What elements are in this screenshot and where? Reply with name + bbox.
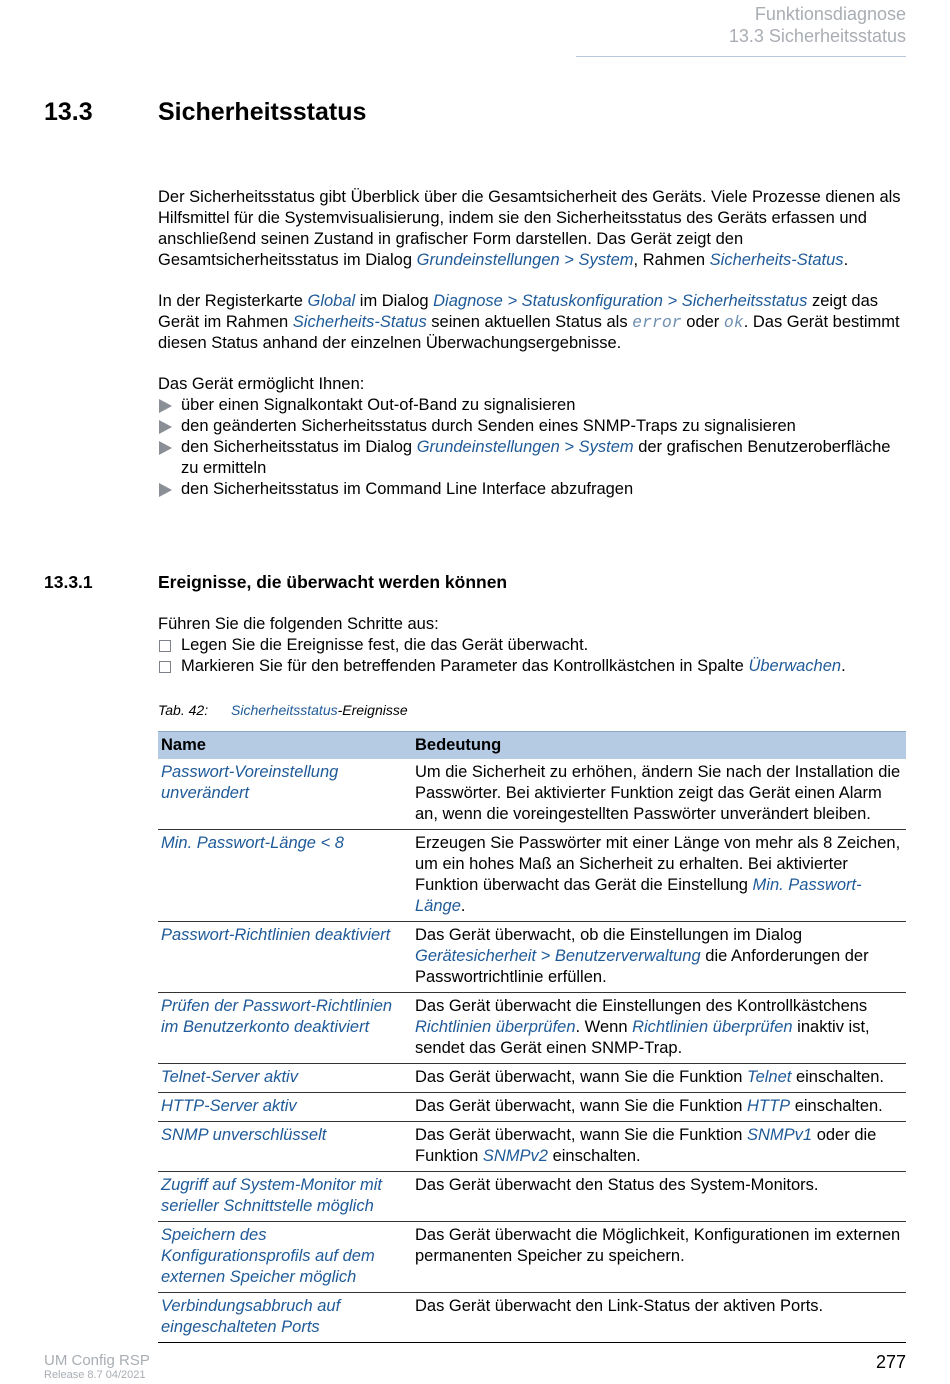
event-meaning: Das Gerät überwacht den Status des System-Monitors. <box>412 1172 906 1222</box>
table-caption: Tab. 42: Sicherheitsstatus-Ereignisse <box>158 702 408 718</box>
ui-ref: Richtlinien überprüfen <box>632 1018 793 1036</box>
steps-lead: Führen Sie die folgenden Schritte aus: <box>158 615 439 633</box>
capabilities-lead: Das Gerät ermöglicht Ihnen: <box>158 375 365 393</box>
event-name: Telnet-Server aktiv <box>158 1064 412 1093</box>
intro-paragraph-1: Der Sicherheitsstatus gibt Überblick über die Gesamtsicherheit des Geräts. Viele Prozesse dienen als Hilfsmittel für die Systemvisualisierung, indem sie den Sicherheitsstatus des Geräts erfassen und anschließend seinen Zustand in grafischer Form darstellen. Das Gerät zeigt den Gesamtsicherheitsstatus im Dialog Grundeinstellungen > System, Rahmen Sicherheits-Status. <box>158 188 901 269</box>
event-name: Verbindungsabbruch auf eingeschalteten Ports <box>158 1293 412 1343</box>
table-row <box>158 993 906 1064</box>
event-name: SNMP unverschlüsselt <box>158 1122 412 1172</box>
events-table <box>158 731 906 1343</box>
event-meaning: Das Gerät überwacht, wann Sie die Funktion SNMPv1 oder die Funktion SNMPv2 einschalten. <box>412 1122 906 1172</box>
footer-release: Release 8.7 04/2021 <box>44 1369 146 1381</box>
ui-ref: Grundeinstellungen > System <box>416 251 634 269</box>
table-row <box>158 759 906 830</box>
ui-ref: Min. Passwort-Länge <box>415 876 862 915</box>
list-item: den geänderten Sicherheitsstatus durch Senden eines SNMP-Traps zu signalisieren <box>158 416 906 437</box>
event-name: Speichern des Konfigurationsprofils auf dem externen Speicher möglich <box>158 1222 412 1293</box>
list-item: Legen Sie die Ereignisse fest, die das Gerät überwacht. <box>158 635 906 656</box>
section-title: Sicherheitsstatus <box>158 98 367 126</box>
list-item: über einen Signalkontakt Out-of-Band zu signalisieren <box>158 395 906 416</box>
column-header-meaning: Bedeutung <box>412 732 906 760</box>
steps-list <box>158 635 906 677</box>
event-name: HTTP-Server aktiv <box>158 1093 412 1122</box>
header-section: 13.3 Sicherheitsstatus <box>728 26 906 46</box>
list-item: den Sicherheitsstatus im Command Line Interface abzufragen <box>158 479 906 500</box>
ui-ref: Telnet <box>747 1068 792 1086</box>
triangle-bullet-icon <box>159 483 172 497</box>
event-name: Passwort-Richtlinien deaktiviert <box>158 922 412 993</box>
footer-doc-info <box>44 1352 150 1382</box>
event-meaning: Das Gerät überwacht, ob die Einstellungen im Dialog Gerätesicherheit > Benutzerverwaltung die Anforderungen der Passwortrichtlinie erfüllen. <box>412 922 906 993</box>
intro-paragraph-2: In der Registerkarte Global im Dialog Diagnose > Statuskonfiguration > Sicherheitsstatus zeigt das Gerät im Rahmen Sicherheits-Status seinen aktuellen Status als error oder ok. Das Gerät bestimmt diesen Status anhand der einzelnen Überwachungsergebnisse. <box>158 292 900 352</box>
event-meaning: Erzeugen Sie Passwörter mit einer Länge von mehr als 8 Zeichen, um ein hohes Maß an Sicherheit zu erhalten. Bei aktivierter Funktion überwacht das Gerät die Einstellung Min. Passwort-Länge. <box>412 830 906 922</box>
header-chapter: Funktionsdiagnose <box>754 4 906 24</box>
header-rule <box>576 56 906 57</box>
section-number: 13.3 <box>44 98 93 126</box>
intro-block <box>158 187 906 271</box>
ui-ref: Grundeinstellungen > System <box>416 438 634 456</box>
table-row <box>158 1064 906 1093</box>
triangle-bullet-icon <box>159 399 172 413</box>
table-header-row <box>158 732 906 760</box>
capabilities-block <box>158 374 906 500</box>
event-meaning: Das Gerät überwacht die Einstellungen des Kontrollkästchens Richtlinien überprüfen. Wenn Richtlinien überprüfen inaktiv ist, sendet das Gerät einen SNMP-Trap. <box>412 993 906 1064</box>
table-row <box>158 1172 906 1222</box>
list-item: den Sicherheitsstatus im Dialog Grundeinstellungen > System der grafischen Benutzeroberfläche zu ermitteln <box>158 437 906 479</box>
page-number: 277 <box>875 1352 906 1372</box>
table-row <box>158 1293 906 1343</box>
footer-doc-title: UM Config RSP <box>44 1352 150 1369</box>
event-name: Prüfen der Passwort-Richtlinien im Benutzerkonto deaktiviert <box>158 993 412 1064</box>
code-value: ok <box>723 313 744 332</box>
ui-ref: SNMPv1 <box>747 1126 813 1144</box>
ui-ref: Sicherheits-Status <box>709 251 844 269</box>
triangle-bullet-icon <box>159 420 172 434</box>
column-header-name: Name <box>158 732 412 760</box>
ui-ref: Gerätesicherheit > Benutzerverwaltung <box>415 947 701 965</box>
intro-block-2 <box>158 291 906 354</box>
event-meaning: Das Gerät überwacht den Link-Status der aktiven Ports. <box>412 1293 906 1343</box>
subsection-number: 13.3.1 <box>44 572 93 592</box>
running-header <box>729 3 906 47</box>
ui-ref: SNMPv2 <box>482 1147 548 1165</box>
event-name: Zugriff auf System-Monitor mit serieller Schnittstelle möglich <box>158 1172 412 1222</box>
event-meaning: Das Gerät überwacht die Möglichkeit, Konfigurationen im externen permanenten Speicher zu speichern. <box>412 1222 906 1293</box>
code-value: error <box>632 313 682 332</box>
list-item: Markieren Sie für den betreffenden Parameter das Kontrollkästchen in Spalte Überwachen. <box>158 656 906 677</box>
triangle-bullet-icon <box>159 441 172 455</box>
ui-ref: Sicherheitsstatus <box>231 702 338 718</box>
ui-ref: HTTP <box>747 1097 791 1115</box>
subsection-title: Ereignisse, die überwacht werden können <box>158 572 508 592</box>
ui-ref: Sicherheits-Status <box>292 313 427 331</box>
ui-ref: Diagnose > Statuskonfiguration > Sicherheitsstatus <box>433 292 808 310</box>
ui-ref: Überwachen <box>748 657 842 675</box>
capabilities-list <box>158 395 906 500</box>
event-name: Min. Passwort-Länge < 8 <box>158 830 412 922</box>
checkbox-square-icon <box>159 661 171 673</box>
event-name: Passwort-Voreinstellung unverändert <box>158 759 412 830</box>
event-meaning: Das Gerät überwacht, wann Sie die Funktion HTTP einschalten. <box>412 1093 906 1122</box>
ui-ref: Richtlinien überprüfen <box>415 1018 576 1036</box>
table-row <box>158 1093 906 1122</box>
checkbox-square-icon <box>159 640 171 652</box>
steps-block <box>158 614 906 677</box>
table-row <box>158 830 906 922</box>
table-row <box>158 922 906 993</box>
table-row <box>158 1222 906 1293</box>
event-meaning: Um die Sicherheit zu erhöhen, ändern Sie nach der Installation die Passwörter. Bei aktivierter Funktion zeigt das Gerät einen Alarm an, wenn die voreingestellten Passwörter unverändert bleiben. <box>412 759 906 830</box>
event-meaning: Das Gerät überwacht, wann Sie die Funktion Telnet einschalten. <box>412 1064 906 1093</box>
table-row <box>158 1122 906 1172</box>
ui-ref: Global <box>307 292 356 310</box>
caption-label: Tab. 42: <box>158 702 209 718</box>
